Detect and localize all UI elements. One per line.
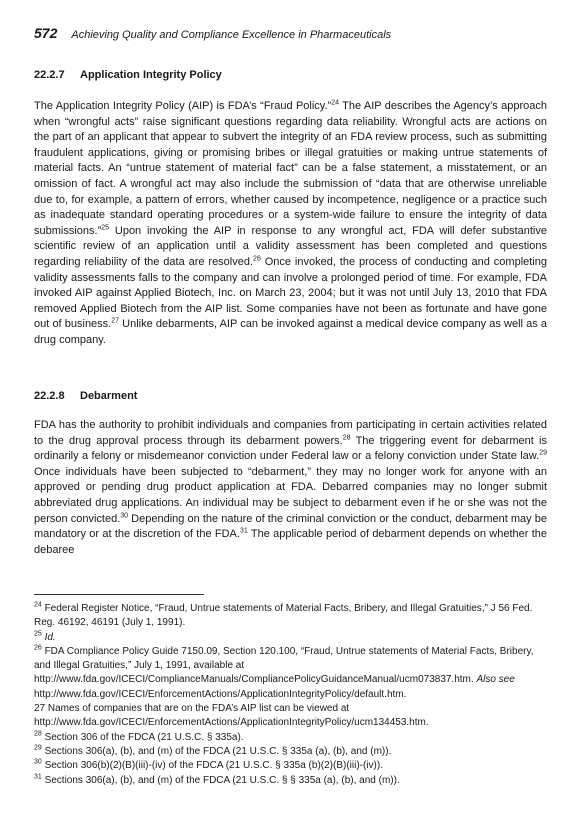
text-run: The applicable period of debarment depends on whether the debaree bbox=[34, 528, 547, 556]
section-title: Application Integrity Policy bbox=[80, 69, 222, 81]
footnote-ref: 28 bbox=[342, 433, 351, 441]
text-run: The triggering event for debarment is ordinarily a felony or misdemeanor conviction under Federal law or a felony conviction under State law. bbox=[34, 434, 547, 463]
footnote-mark: 24 bbox=[34, 601, 42, 609]
footnote-text: Section 306(b)(2)(B)(iii)-(iv) of the FDCA (21 U.S.C. § 335a (b)(2)(B)(iii)-(iv)). bbox=[41, 760, 383, 772]
footnote-mark: 26 bbox=[34, 644, 42, 652]
text-run: Depending on the nature of the criminal conviction or the conduct, debarment may be mandatory or at the discretion of the FDA. bbox=[34, 512, 548, 541]
text-run: The AIP describes the Agency’s approach when “wrongful acts” raise significant questions regarding data reliability. Wrongful acts are actions on the part of an applicant that appear to subvert the integrity of an FDA review process, such as submitting fraudulent applications, giving or promising bribes or illegal gratuities or making untrue statements of material facts. An “untrue statement of material fact” can be a false statement, a misstatement, or an omission of fact. A wrongful act may also include the submission of “data that are otherwise unreliable due to, for example, a pattern of errors, whether caused by incompetence, negligence or a practice such as inadequate standard operating procedures or a system-wide failure to ensure the integrity of data submissions.” bbox=[34, 100, 547, 237]
footnote-ref: 31 bbox=[239, 527, 248, 535]
footnote bbox=[34, 702, 549, 731]
section-number: 22.2.7 bbox=[34, 69, 65, 81]
footnote-also-see: Also see bbox=[476, 674, 515, 686]
footnote-text: http://www.fda.gov/ICECI/EnforcementActions/ApplicationIntegrityPolicy/default.htm. bbox=[34, 688, 407, 700]
footnote-mark: 29 bbox=[34, 744, 42, 752]
footnote-text: Section 306 of the FDCA (21 U.S.C. § 335a). bbox=[41, 731, 244, 743]
section-heading-aip bbox=[34, 69, 222, 81]
running-header bbox=[34, 25, 391, 41]
footnotes bbox=[34, 602, 549, 788]
text-run: Unlike debarments, AIP can be invoked against a medical device company as well as a drug company. bbox=[34, 318, 547, 346]
section-body-debarment bbox=[34, 418, 547, 558]
footnote bbox=[34, 731, 549, 745]
page-number: 572 bbox=[34, 25, 58, 41]
footnote-ref: 27 bbox=[111, 317, 120, 325]
footnote-ref: 25 bbox=[101, 224, 110, 232]
section-heading-debarment bbox=[34, 390, 137, 402]
footnote-text: 27 Names of companies that are on the FDA’s AIP list can be viewed at http://www.fda.gov/ICECI/EnforcementActions/ApplicationIntegrityPolicy/ucm134453.htm. bbox=[34, 703, 429, 729]
footnote bbox=[34, 602, 549, 631]
footnote-mark: 28 bbox=[34, 730, 42, 738]
footnote bbox=[34, 745, 549, 759]
footnote-mark: 25 bbox=[34, 630, 42, 638]
footnote-ref: 26 bbox=[253, 255, 261, 263]
footnote-text: Federal Register Notice, “Fraud, Untrue statements of Material Facts, Bribery, and Illegal Gratuities,” J 56 Fed. Reg. 46192, 46191 (July 1, 1991). bbox=[34, 603, 533, 629]
section-title: Debarment bbox=[80, 390, 138, 402]
footnote bbox=[34, 645, 549, 702]
footnote bbox=[34, 759, 549, 773]
section-body-aip bbox=[34, 99, 547, 349]
text-run: Upon invoking the AIP in response to any wrongful act, FDA will defer substantive scientific review of an application until a validity assessment has been completed and questions regarding reliability of the data are resolved. bbox=[34, 224, 547, 268]
footnote-ref: 30 bbox=[120, 511, 129, 519]
text-run: Once individuals have been subjected to “debarment,” they may no longer work for anyone with an approved or pending drug product application at FDA. Debarred companies may no longer submit abbreviated drug applications. An individual may be subject to debarment even if he or she was not the person convicted. bbox=[34, 465, 547, 525]
text-run: FDA has the authority to prohibit individuals and companies from participating in certain activities related to the drug approval process through its debarment powers. bbox=[34, 419, 547, 447]
footnote-text: Sections 306(a), (b), and (m) of the FDCA (21 U.S.C. § 335a (a), (b), and (m)). bbox=[41, 745, 392, 757]
footnote-divider bbox=[34, 594, 204, 595]
footnote bbox=[34, 774, 549, 788]
footnote-mark: 30 bbox=[34, 758, 42, 766]
footnote bbox=[34, 631, 549, 645]
text-run: The Application Integrity Policy (AIP) is FDA’s “Fraud Policy.” bbox=[34, 100, 332, 112]
footnote-text: FDA Compliance Policy Guide 7150.09, Section 120.100, “Fraud, Untrue statements of Material Facts, Bribery, and Illegal Gratuities,” July 1, 1991, available at http://www.fda.gov/ICECI/ComplianceManuals/CompliancePolicyGuidanceManual/ucm073837.htm. bbox=[34, 645, 534, 686]
footnote-ref: 29 bbox=[539, 449, 547, 457]
section-number: 22.2.8 bbox=[34, 390, 65, 402]
footnote-text: Id. bbox=[41, 631, 56, 643]
text-run: Once invoked, the process of conducting and completing validity assessments falls to the company and can involve a prolonged period of time. For example, FDA invoked AIP against Applied Biotech, Inc. on March 23, 2004; but it was not until July 13, 2010 that FDA removed Applied Biotech from the AIP list. Some companies have not been as fortunate and have gone out of business. bbox=[34, 255, 547, 331]
footnote-mark: 31 bbox=[34, 773, 42, 781]
footnote-ref: 24 bbox=[331, 99, 339, 107]
footnote-text: Sections 306(a), (b), and (m) of the FDCA (21 U.S.C. § § 335a (a), (b), and (m)). bbox=[41, 774, 400, 786]
book-title: Achieving Quality and Compliance Excellence in Pharmaceuticals bbox=[71, 29, 392, 41]
